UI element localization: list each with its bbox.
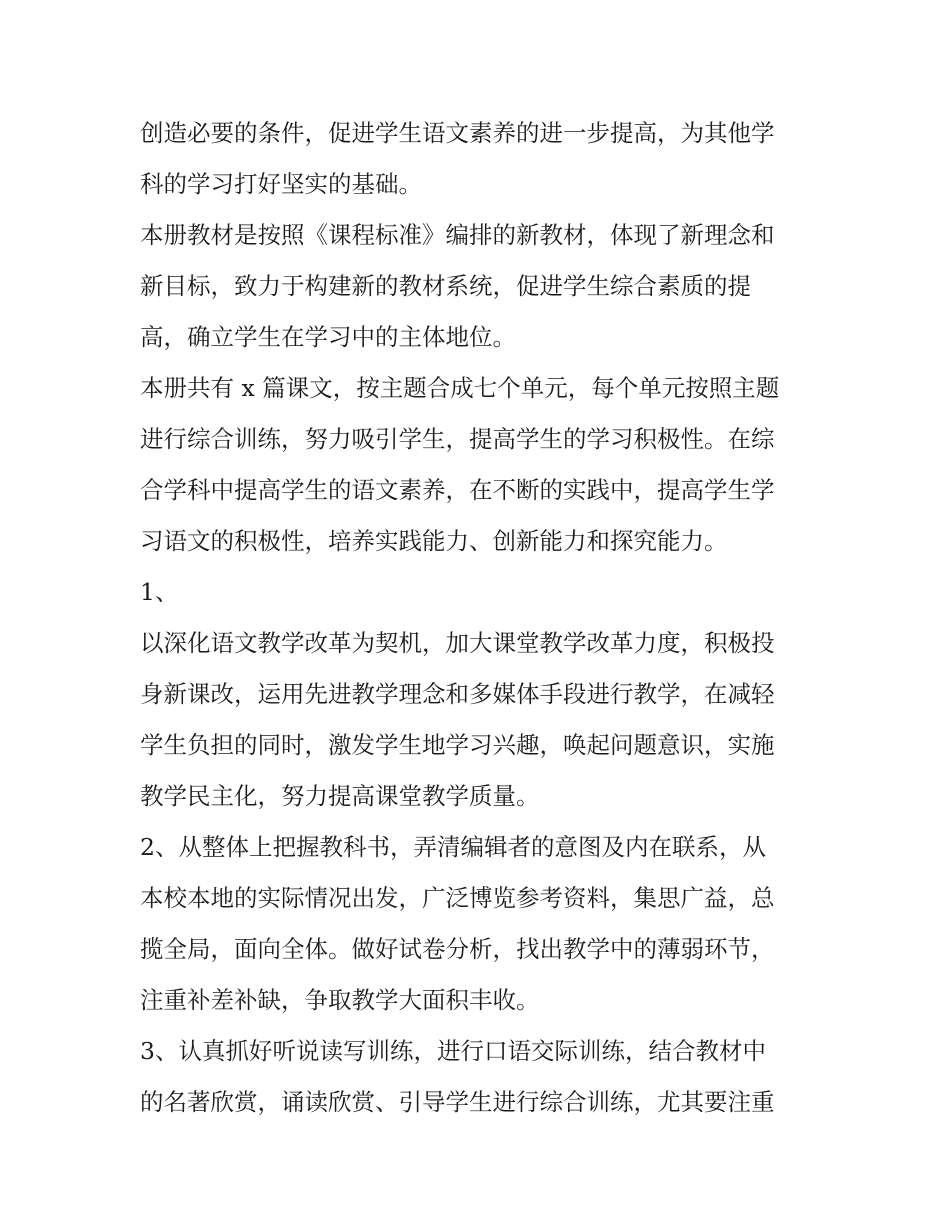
text-line-20: 的名著欣赏，诵读欣赏、引导学生进行综合训练，尤其要注重	[140, 1088, 775, 1116]
text-line-4: 新目标，致力于构建新的教材系统，促进学生综合素质的提	[140, 272, 751, 300]
text-line-18: 注重补差补缺，争取教学大面积丰收。	[140, 986, 540, 1014]
text-line-16: 本校本地的实际情况出发，广泛博览参考资料，集思广益，总	[140, 884, 775, 912]
text-line-12: 身新课改，运用先进教学理念和多媒体手段进行教学，在减轻	[140, 680, 775, 708]
text-line-6: 本册共有 x 篇课文，按主题合成七个单元，每个单元按照主题	[140, 374, 780, 402]
text-line-13: 学生负担的同时，激发学生地学习兴趣，唤起问题意识，实施	[140, 731, 775, 759]
text-line-11: 以深化语文教学改革为契机，加大课堂教学改革力度，积极投	[140, 629, 775, 657]
text-line-17: 揽全局，面向全体。做好试卷分析，找出教学中的薄弱环节，	[140, 935, 775, 963]
text-line-15: 2、从整体上把握教科书，弄清编辑者的意图及内在联系，从	[140, 833, 766, 861]
text-line-8: 合学科中提高学生的语文素养，在不断的实践中，提高学生学	[140, 476, 775, 504]
list-marker-1: 1、	[140, 578, 179, 606]
text-line-5: 高，确立学生在学习中的主体地位。	[140, 323, 516, 351]
text-line-3: 本册教材是按照《课程标准》编排的新教材，体现了新理念和	[140, 221, 775, 249]
text-line-7: 进行综合训练，努力吸引学生，提高学生的学习积极性。在综	[140, 425, 775, 453]
document-body	[140, 108, 820, 1128]
text-line-9: 习语文的积极性，培养实践能力、创新能力和探究能力。	[140, 527, 728, 555]
text-line-19: 3、认真抓好听说读写训练，进行口语交际训练，结合教材中	[140, 1037, 766, 1065]
text-line-1: 创造必要的条件，促进学生语文素养的进一步提高，为其他学	[140, 119, 775, 147]
text-line-14: 教学民主化，努力提高课堂教学质量。	[140, 782, 540, 810]
text-line-2: 科的学习打好坚实的基础。	[140, 170, 422, 198]
